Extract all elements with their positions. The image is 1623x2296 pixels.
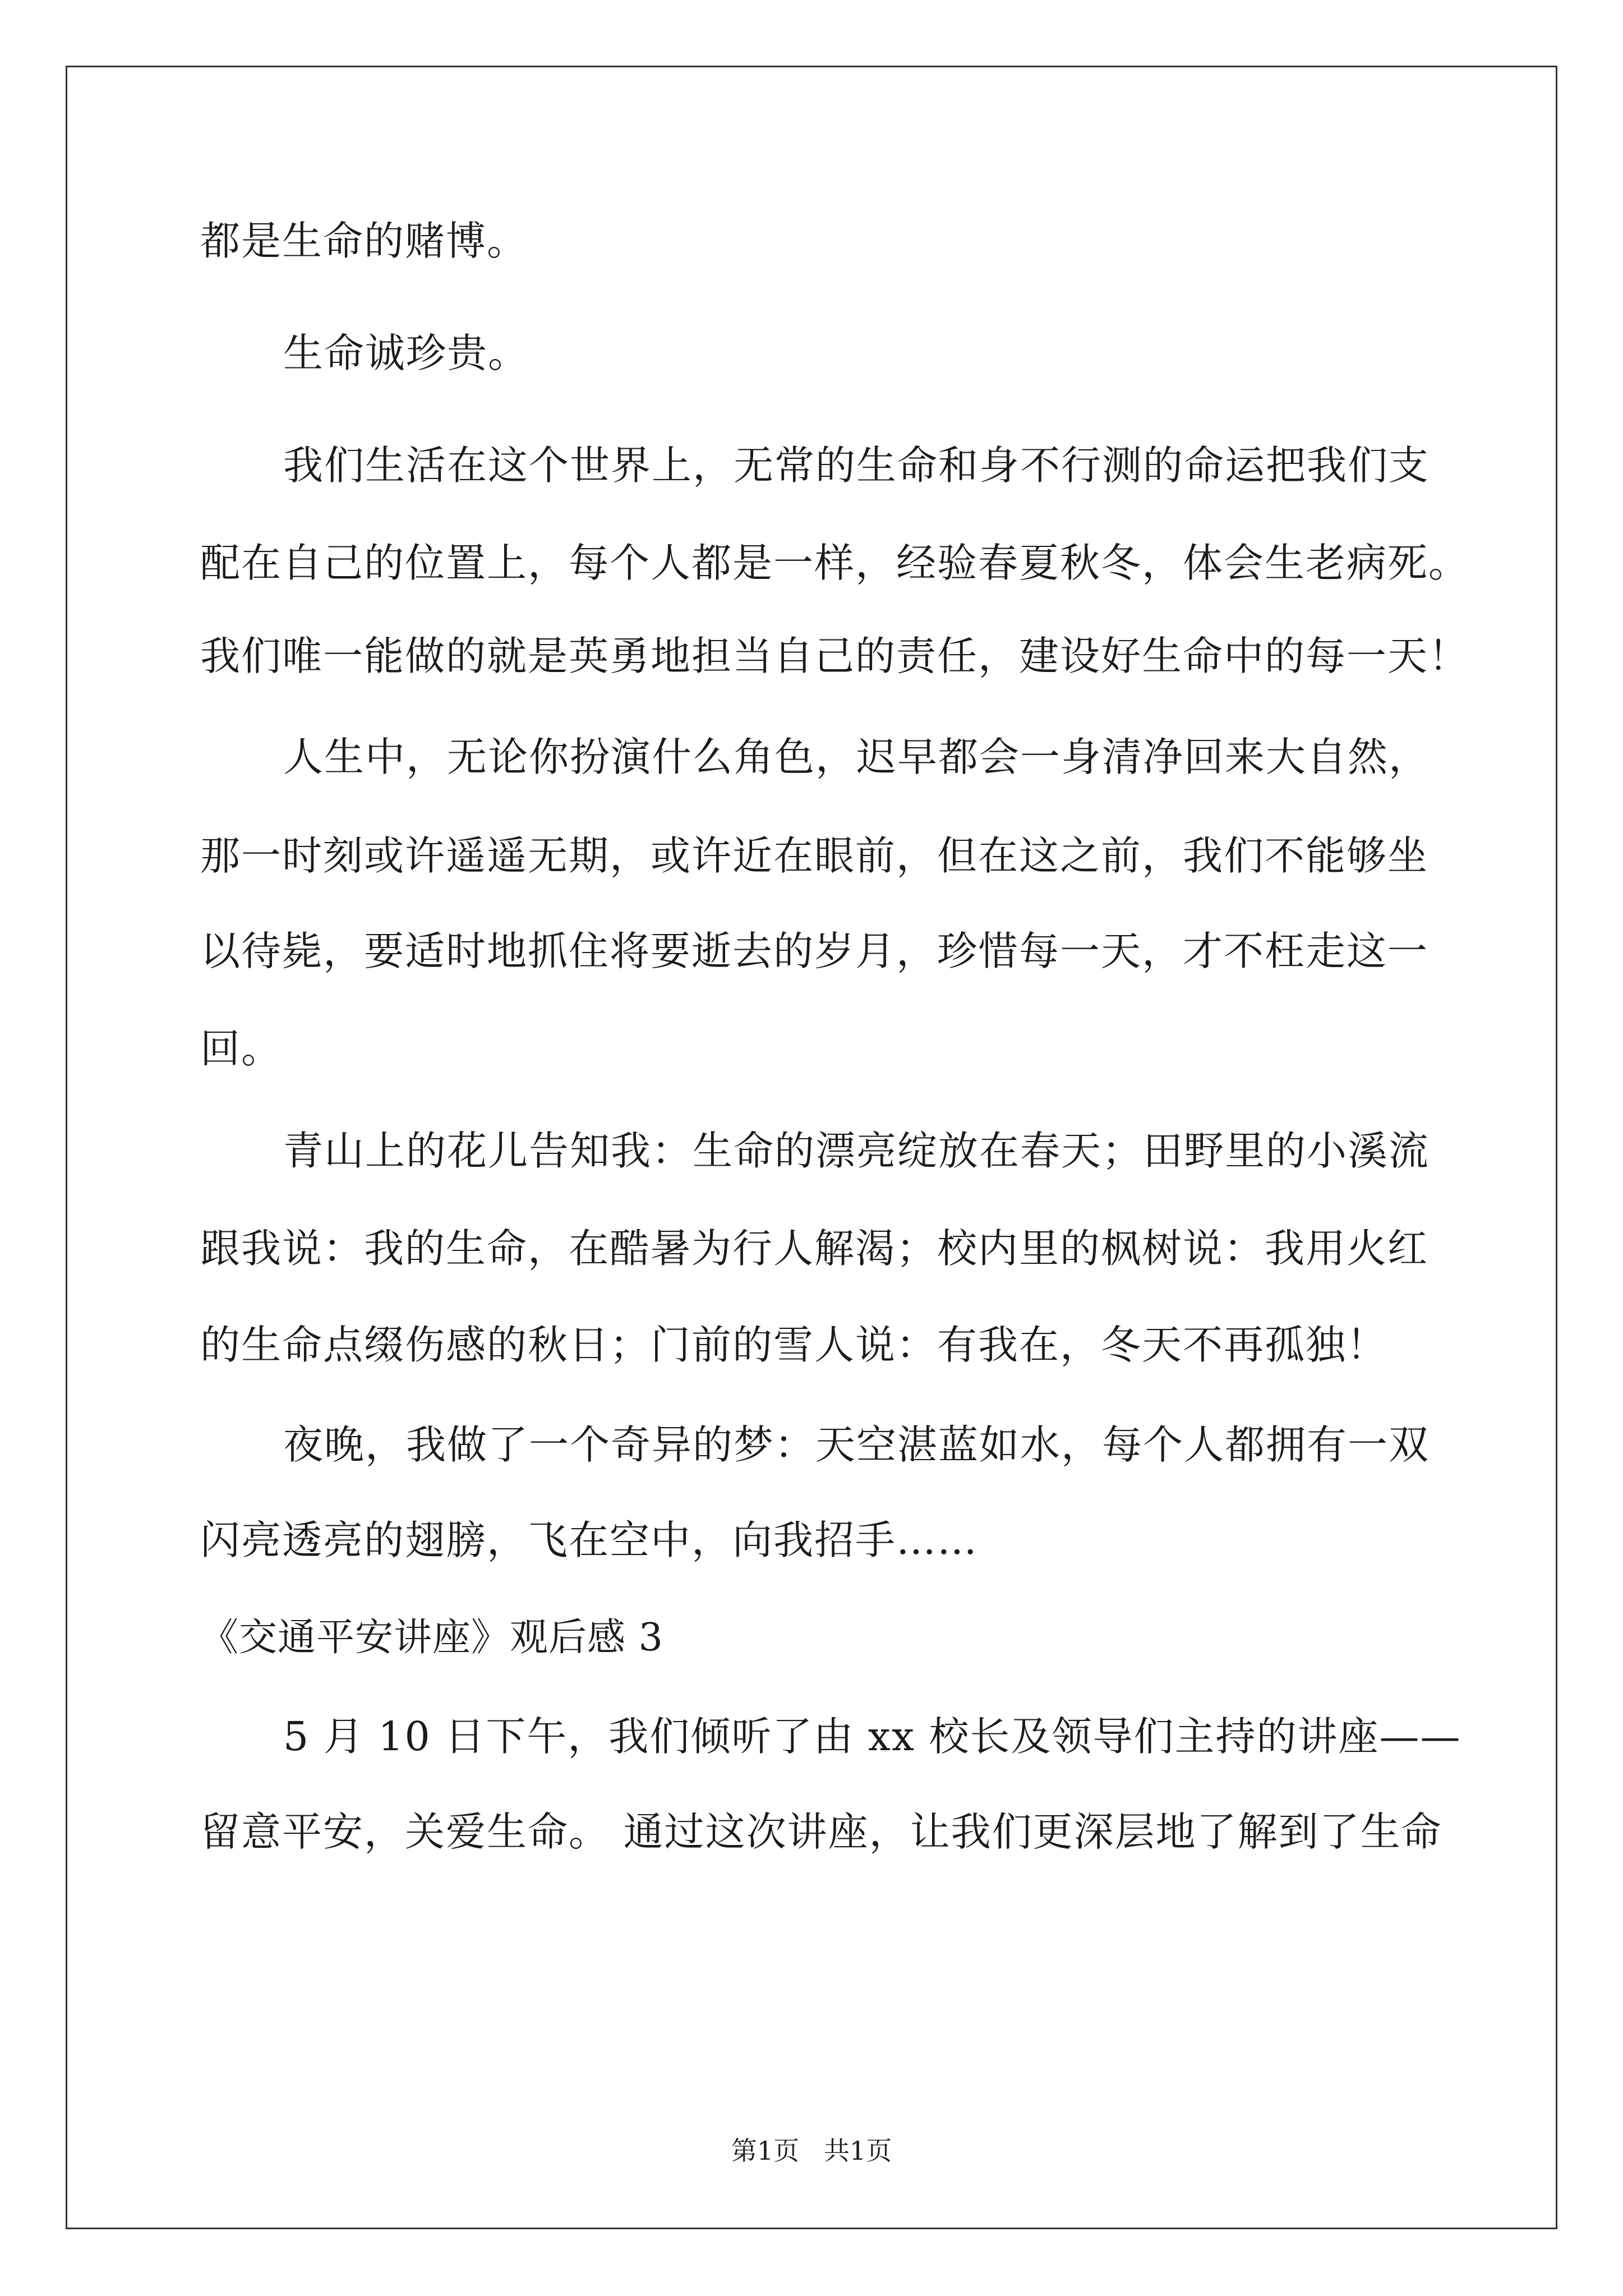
text-line: 配在自己的位置上，每个人都是一样，经验春夏秋冬，体会生老病死。 (200, 540, 1470, 586)
text-line: 回。 (200, 1025, 283, 1072)
text-line: 跟我说：我的生命，在酷暑为行人解渴；校内里的枫树说：我用火红 (200, 1225, 1429, 1272)
text-line: 5 月 10 日下午，我们倾听了由 xx 校长及领导们主持的讲座—— (283, 1713, 1461, 1760)
text-line: 以待毙，要适时地抓住将要逝去的岁月，珍惜每一天，才不枉走这一 (200, 928, 1429, 974)
text-line: 我们唯一能做的就是英勇地担当自己的责任，建设好生命中的每一天！ (200, 633, 1470, 679)
text-line: 闪亮透亮的翅膀，飞在空中，向我招手…… (200, 1517, 979, 1563)
text-line: 我们生活在这个世界上，无常的生命和身不行测的命运把我们支 (283, 442, 1430, 489)
text-line: 夜晚，我做了一个奇异的梦：天空湛蓝如水，每个人都拥有一双 (283, 1421, 1430, 1468)
text-line: 都是生命的赌博。 (200, 218, 528, 264)
text-line: 青山上的花儿告知我：生命的漂亮绽放在春天；田野里的小溪流 (283, 1128, 1430, 1174)
page-number-footer: 第1页 共1页 (731, 2136, 892, 2166)
section-heading: 《交通平安讲座》观后感 3 (200, 1616, 663, 1660)
text-line: 的生命点缀伤感的秋日；门前的雪人说：有我在，冬天不再孤独！ (200, 1322, 1388, 1368)
text-line: 留意平安，关爱生命。 通过这次讲座，让我们更深层地了解到了生命 (200, 1809, 1442, 1855)
text-line: 生命诚珍贵。 (283, 330, 529, 376)
text-line: 人生中，无论你扮演什么角色，迟早都会一身清净回来大自然， (283, 734, 1430, 780)
text-line: 那一时刻或许遥遥无期，或许近在眼前，但在这之前，我们不能够坐 (200, 832, 1429, 879)
